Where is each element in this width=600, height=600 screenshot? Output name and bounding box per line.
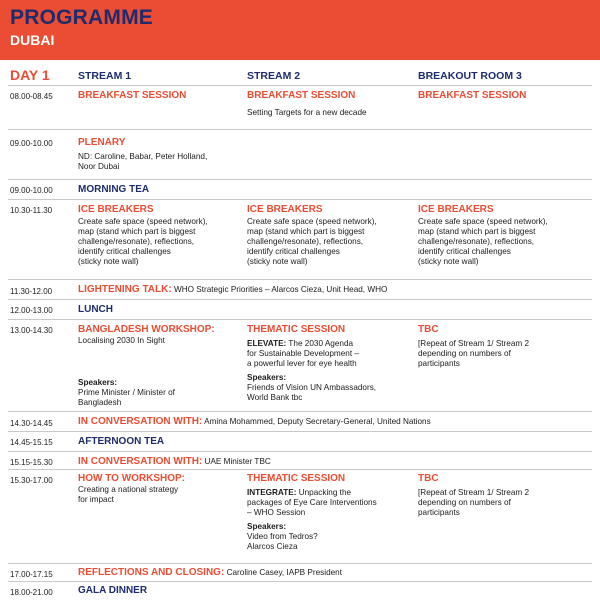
divider	[8, 411, 592, 412]
session-gala-dinner	[78, 585, 243, 597]
session-title: PLENARY	[78, 137, 126, 148]
divider	[8, 199, 592, 200]
session-breakout	[418, 473, 583, 518]
time-slot: 15.15-15.30	[10, 458, 53, 467]
time-slot: 08.00-08.45	[10, 92, 53, 101]
session-plenary	[78, 137, 278, 172]
column-header-stream-2: STREAM 2	[247, 70, 301, 82]
day-label: DAY 1	[10, 67, 50, 83]
session-reflections-closing	[78, 567, 342, 578]
time-slot: 12.00-13.00	[10, 306, 53, 315]
divider	[8, 451, 592, 452]
session-description: [Repeat of Stream 1/ Stream 2 depending on numbers of participants	[418, 339, 530, 368]
session-title: IN CONVERSATION WITH:	[78, 416, 203, 427]
session-description: The 2030 Agenda for Sustainable Development – a powerful lever for eye health	[247, 339, 359, 368]
session-title: AFTERNOON TEA	[78, 436, 165, 447]
session-title: TBC	[418, 473, 439, 484]
session-title: BANGLADESH WORKSHOP:	[78, 324, 215, 335]
session-afternoon-tea	[78, 436, 243, 448]
session-title: IN CONVERSATION WITH:	[78, 456, 203, 467]
session-title: GALA DINNER	[78, 585, 148, 596]
session-stream-1	[78, 324, 243, 408]
session-stream-1	[78, 90, 243, 102]
divider	[8, 85, 592, 86]
session-description: Unpacking the packages of Eye Care Interventions – WHO Session	[247, 488, 377, 517]
page-title: PROGRAMME	[10, 6, 153, 29]
session-theme: INTEGRATE:	[247, 488, 297, 497]
session-lightening-talk	[78, 284, 387, 295]
session-description: WHO Strategic Priorities – Alarcos Cieza, Unit Head, WHO	[171, 285, 388, 294]
speakers-list: Friends of Vision UN Ambassadors, World Bank tbc	[247, 383, 377, 402]
column-header-breakout-room-3: BREAKOUT ROOM 3	[418, 70, 522, 82]
session-in-conversation	[78, 456, 271, 467]
session-title: REFLECTIONS AND CLOSING:	[78, 567, 225, 578]
session-title: ICE BREAKERS	[247, 204, 323, 215]
divider	[8, 319, 592, 320]
session-breakout	[418, 90, 583, 102]
page-subtitle: DUBAI	[10, 32, 55, 48]
session-description: Create safe space (speed network), map (stand which part is biggest challenge/resonate), reflections, identify critical challenges (sticky note wall)	[418, 217, 548, 266]
session-title: ICE BREAKERS	[78, 204, 154, 215]
session-title: LUNCH	[78, 304, 113, 315]
session-title: THEMATIC SESSION	[247, 473, 346, 484]
divider	[8, 179, 592, 180]
session-description: UAE Minister TBC	[202, 457, 271, 466]
time-slot: 17.00-17.15	[10, 570, 53, 579]
time-slot: 09.00-10.00	[10, 186, 53, 195]
time-slot: 13.00-14.30	[10, 326, 53, 335]
session-description: Setting Targets for a new decade	[247, 108, 367, 117]
speakers-list: Prime Minister / Minister of Bangladesh	[78, 388, 175, 407]
session-lunch	[78, 304, 243, 316]
session-title: BREAKFAST SESSION	[78, 90, 187, 101]
speakers-label: Speakers:	[247, 373, 287, 382]
session-description: Creating a national strategy for impact	[78, 485, 179, 504]
session-description: Caroline Casey, IAPB President	[224, 568, 343, 577]
session-title: LIGHTENING TALK:	[78, 284, 172, 295]
time-slot: 15.30-17.00	[10, 476, 53, 485]
session-stream-1	[78, 473, 243, 505]
speakers-label: Speakers:	[247, 522, 287, 531]
time-slot: 09.00-10.00	[10, 139, 53, 148]
session-breakout	[418, 324, 583, 369]
divider	[8, 129, 592, 130]
session-stream-2	[247, 473, 412, 552]
speakers-label: Speakers:	[78, 378, 118, 387]
divider	[8, 581, 592, 582]
session-stream-2	[247, 324, 412, 403]
session-stream-2	[247, 90, 412, 118]
session-title: BREAKFAST SESSION	[418, 90, 527, 101]
session-description: ND: Caroline, Babar, Peter Holland, Noor Dubai	[78, 152, 208, 171]
session-description: Create safe space (speed network), map (stand which part is biggest challenge/resonate), reflections, identify critical challenges (sticky note wall)	[247, 217, 377, 266]
time-slot: 14.45-15.15	[10, 438, 53, 447]
time-slot: 18.00-21.00	[10, 588, 53, 597]
session-title: MORNING TEA	[78, 184, 150, 195]
session-title: HOW TO WORKSHOP:	[78, 473, 186, 484]
time-slot: 14.30-14.45	[10, 419, 53, 428]
divider	[8, 279, 592, 280]
divider	[8, 299, 592, 300]
speakers-list: Video from Tedros? Alarcos Cieza	[247, 532, 318, 551]
session-theme: ELEVATE:	[247, 339, 287, 348]
time-slot: 11.30-12.00	[10, 287, 53, 296]
divider	[8, 563, 592, 564]
session-stream-1	[78, 204, 243, 267]
time-slot: 10.30-11.30	[10, 206, 53, 215]
session-title: BREAKFAST SESSION	[247, 90, 356, 101]
divider	[8, 431, 592, 432]
session-title: TBC	[418, 324, 439, 335]
session-description: [Repeat of Stream 1/ Stream 2 depending on numbers of participants	[418, 488, 530, 517]
programme-header	[0, 0, 600, 60]
session-description: Localising 2030 In Sight	[78, 336, 165, 345]
session-breakout	[418, 204, 583, 267]
session-stream-2	[247, 204, 412, 267]
divider	[8, 469, 592, 470]
session-description: Create safe space (speed network), map (stand which part is biggest challenge/resonate), reflections, identify critical challenges (sticky note wall)	[78, 217, 208, 266]
session-title: THEMATIC SESSION	[247, 324, 346, 335]
session-morning-tea	[78, 184, 243, 196]
session-title: ICE BREAKERS	[418, 204, 494, 215]
column-header-stream-1: STREAM 1	[78, 70, 132, 82]
session-description: Amina Mohammed, Deputy Secretary-General, United Nations	[202, 417, 431, 426]
session-in-conversation	[78, 416, 431, 427]
